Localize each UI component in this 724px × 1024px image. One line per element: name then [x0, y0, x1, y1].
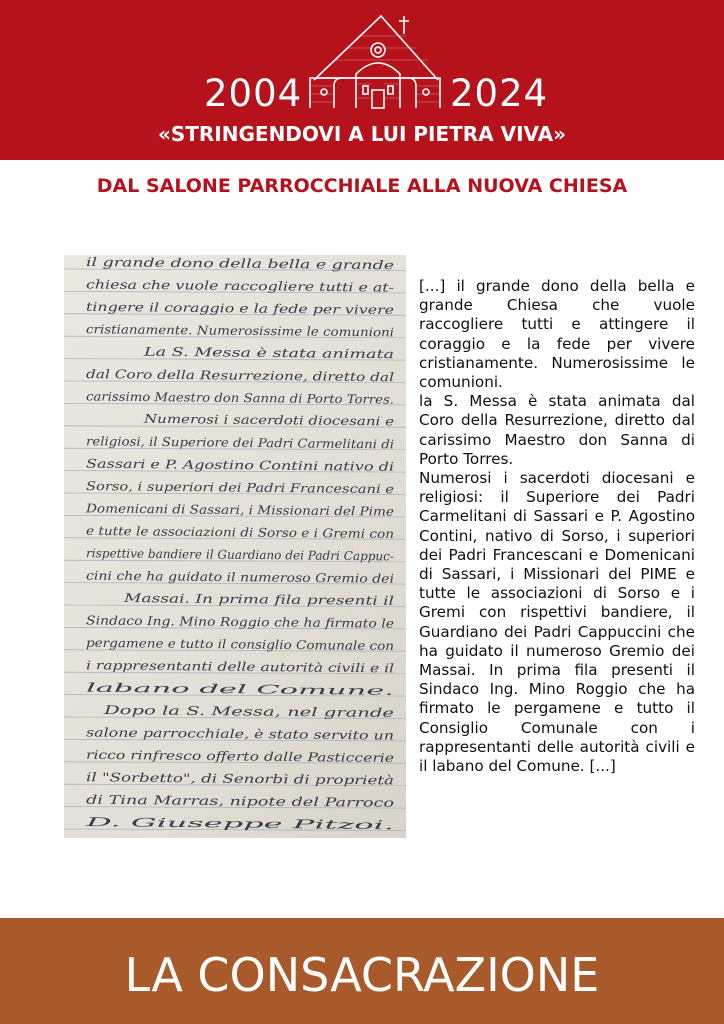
manuscript-line: Sindaco Ing. Mino Roggio che ha firmato le [85, 613, 351, 631]
header-banner [0, 0, 724, 160]
section-title: DAL SALONE PARROCCHIALE ALLA NUOVA CHIESA [96, 175, 628, 197]
manuscript-line: dal Coro della Resurrezione, diretto dal [85, 367, 328, 384]
manuscript-line: Domenicani di Sassari, i Missionari del Pime [85, 501, 358, 519]
manuscript-line: pergamene e tutto il consiglio Comunale con [85, 635, 360, 653]
church-logo-icon [306, 12, 444, 110]
footer-title: LA CONSACRAZIONE [124, 948, 600, 1002]
year-end: 2024 [450, 72, 549, 115]
article-text: [...] il grande dono della bella e grande Chiesa che vuole raccogliere tutti e attingere il coraggio e la fede per vivere cristianamente. Numerosissime le comunioni. la S. Messa è stata animata dal Coro della Resurrezione, diretto dal carissimo Maestro don Sanna di Porto Torres. Numerosi i sacerdoti diocesani e religiosi: il Superiore dei Padri Carmelitani di Sassari e P. Agostino Contini, nativo di Sorso, i superiori dei Padri Francescani e Domenicani di Sassari, i Missionari del PIME e tutte le associazioni di Sorso e i Gremi con rispettivi bandiere, il Guardiano dei Padri Cappuccini che ha guidato il numeroso Gremio dei Massai. In prima fila presenti il Sindaco Ing. Mino Roggio che ha firmato le pergamene e tutto il Consiglio Comunale con i rappresentanti delle autorità civili e il labano del Comune. [...] [419, 277, 695, 776]
footer-banner [0, 918, 724, 1024]
manuscript-photo [64, 255, 406, 838]
manuscript-line: religiosi, il Superiore dei Padri Carmelitani di [85, 434, 364, 452]
manuscript-line: carissimo Maestro don Sanna di Porto Torres. [85, 389, 366, 407]
manuscript-line: cristianamente. Numerosissime le comunioni [85, 322, 362, 340]
manuscript-line: tingere il coraggio e la fede per vivere [85, 299, 321, 317]
manuscript-line: ricco rinfresco offerto dalle Pasticcerie [85, 747, 324, 765]
manuscript-line: Numerosi i sacerdoti diocesani e [143, 411, 344, 428]
manuscript-line: e tutte le associazioni di Sorso e i Gremi con [85, 523, 358, 541]
manuscript-line: salone parrocchiale, è stato servito un [85, 725, 320, 742]
manuscript-line: Dopo la S. Messa, nel grande [103, 703, 282, 719]
manuscript-line: il grande dono della bella e grande [85, 255, 300, 272]
manuscript-line: il "Sorbetto", di Senorbì di proprietà [85, 770, 309, 787]
year-start: 2004 [204, 72, 303, 115]
manuscript-line: cini che ha guidato il numeroso Gremio dei [85, 568, 349, 586]
motto: «STRINGENDOVI A LUI PIETRA VIVA» [157, 122, 567, 146]
manuscript-line: Sassari e P. Agostino Contini nativo di [85, 456, 317, 474]
manuscript-line: di Tina Marras, nipote del Parroco [85, 792, 296, 809]
manuscript-line: Sorso, i superiori dei Padri Francescani e [85, 479, 339, 496]
manuscript-line: rispettive bandiere il Guardiano dei Padri Cappuc- [85, 546, 394, 564]
manuscript-line: i rappresentanti delle autorità civili e il [85, 658, 325, 675]
manuscript-page [64, 255, 406, 838]
manuscript-line: D. Giuseppe Pitzoi. [85, 815, 202, 831]
manuscript-line: chiesa che vuole raccogliere tutti e at- [85, 277, 320, 294]
manuscript-line: labano del Comune. [85, 680, 208, 696]
manuscript-line: La S. Messa è stata animata [143, 344, 316, 361]
manuscript-line: Massai. In prima fila presenti il [123, 591, 315, 607]
